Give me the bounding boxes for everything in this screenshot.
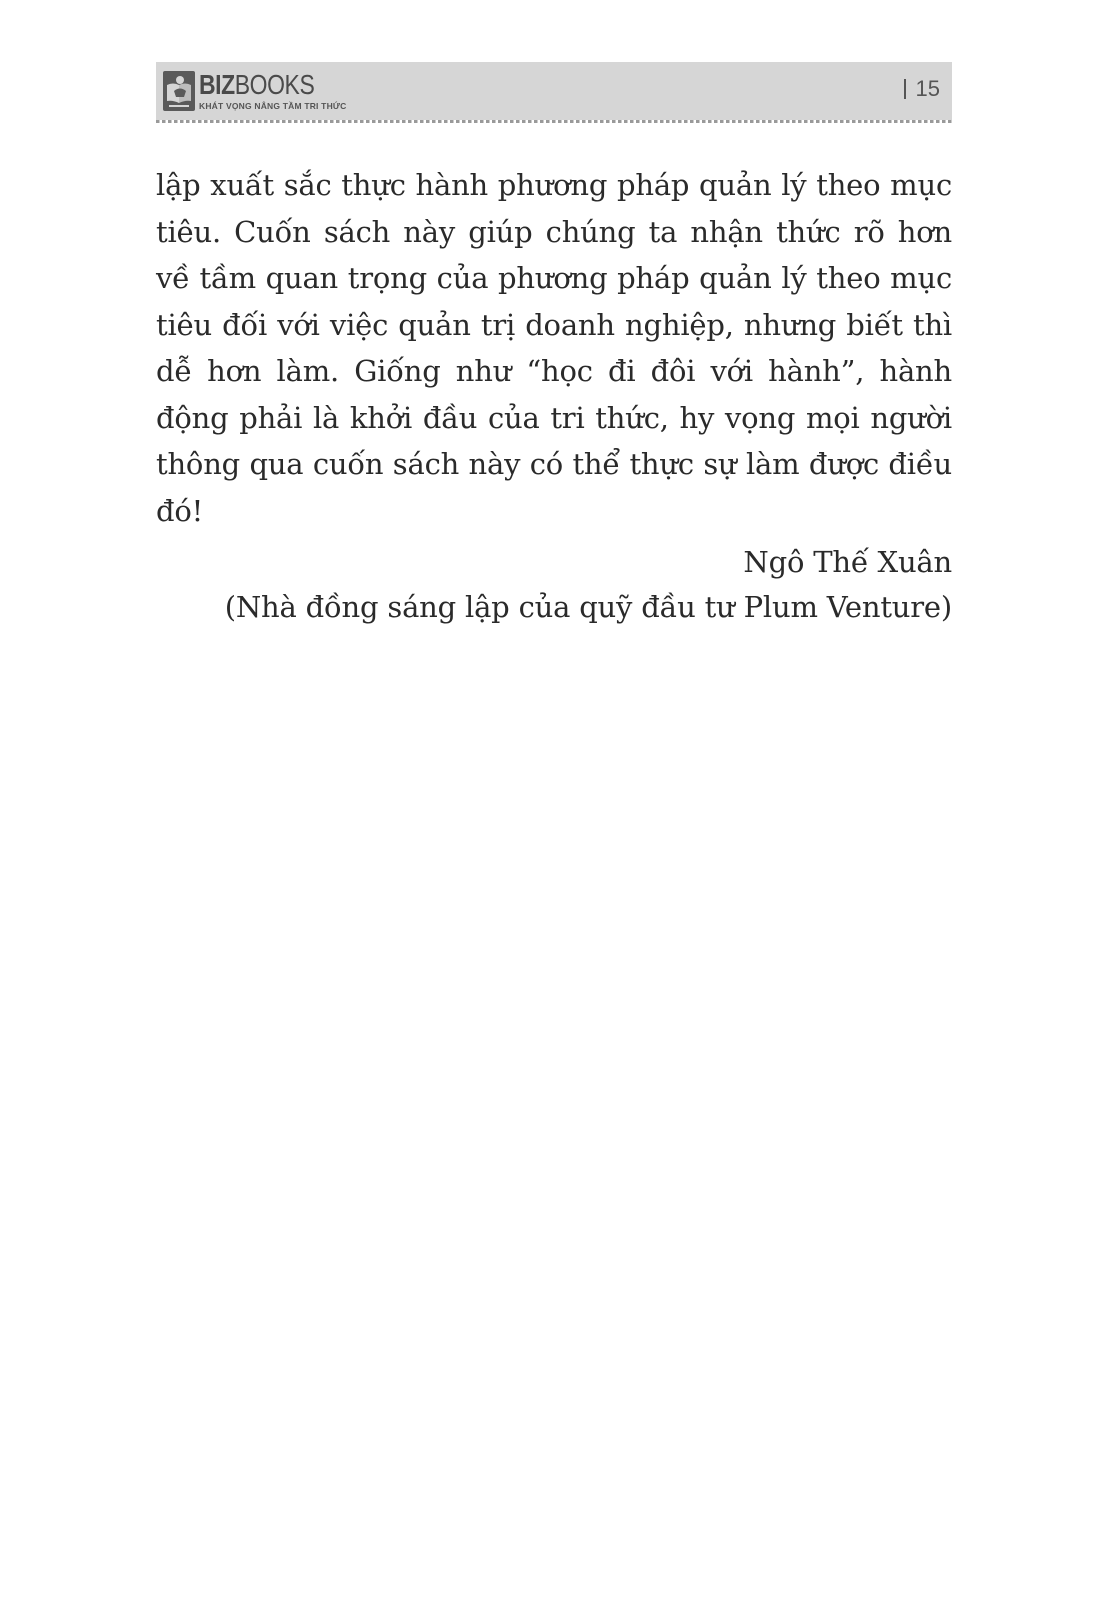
page-number-value: 15	[915, 76, 940, 101]
brand-tagline: KHÁT VỌNG NÂNG TẦM TRI THỨC	[199, 101, 347, 112]
reader-silhouette-icon	[163, 71, 195, 111]
brand-name-regular: BOOKS	[234, 69, 315, 101]
page-number	[904, 76, 940, 102]
running-header	[156, 62, 952, 120]
brand-name-bold: BIZ	[199, 69, 235, 101]
signature-name: Ngô Thế Xuân	[743, 545, 952, 579]
page-number-divider	[904, 79, 906, 99]
page-content	[156, 162, 952, 630]
signature-block	[156, 540, 952, 630]
bizbooks-logo	[163, 68, 347, 114]
logo-text	[199, 71, 347, 111]
body-paragraph: lập xuất sắc thực hành phương pháp quản lý theo mục tiêu. Cuốn sách này giúp chúng ta nhận thức rõ hơn về tầm quan trọng của phương pháp quản lý theo mục tiêu đối với việc quản trị doanh nghiệp, nhưng biết thì dễ hơn làm. Giống như “học đi đôi với hành”, hành động phải là khởi đầu của tri thức, hy vọng mọi người thông qua cuốn sách này có thể thực sự làm được điều đó!	[156, 168, 952, 528]
header-dashed-rule	[156, 120, 952, 123]
brand-name	[199, 71, 320, 99]
signature-title: (Nhà đồng sáng lập của quỹ đầu tư Plum Venture)	[224, 590, 952, 624]
